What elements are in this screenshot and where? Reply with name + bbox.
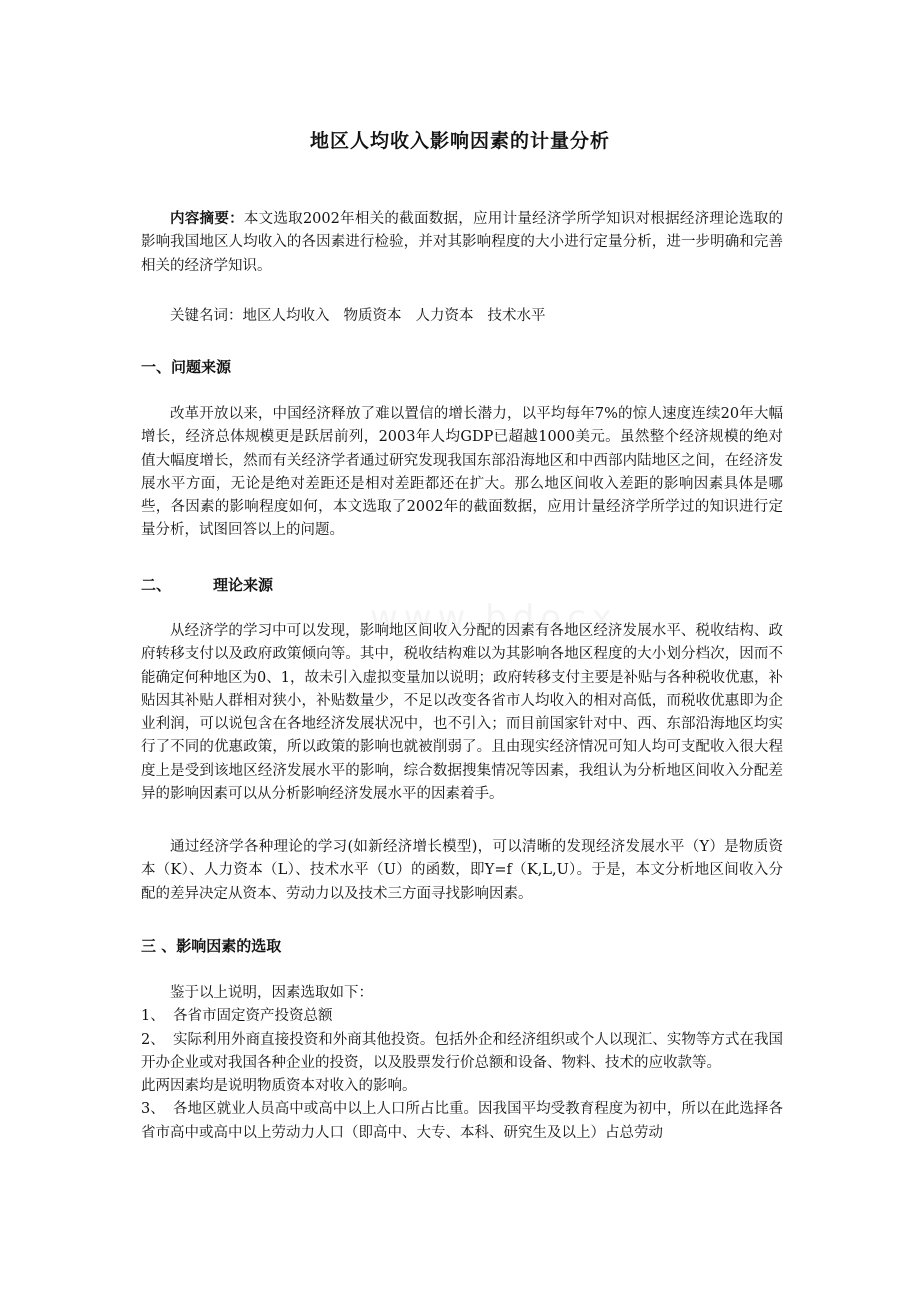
- list-item-text: 实际利用外商直接投资和外商其他投资。包括外企和经济组织或个人以现汇、实物等方式在我国开办企业或对我国各种企业的投资，以及股票发行价总额和设备、物料、技术的应收款等。: [141, 1031, 783, 1071]
- keywords-line: [141, 305, 783, 328]
- keyword-item: 地区人均收入: [242, 308, 330, 324]
- list-item-text: 各地区就业人员高中或高中以上人口所占比重。因我国平均受教育程度为初中，所以在此选择各省市高中或高中以上劳动力人口（即高中、大专、本科、研究生及以上）占总劳动: [141, 1101, 783, 1141]
- list-item: [141, 1098, 783, 1145]
- section2-heading-text: 理论来源: [213, 576, 274, 594]
- section3-body: [141, 982, 783, 1145]
- list-item-number: 2、: [141, 1031, 165, 1048]
- list-item-text: 各省市固定资产投资总额: [173, 1008, 333, 1025]
- list-item: [141, 1029, 783, 1076]
- section3-intro: 鉴于以上说明，因素选取如下：: [170, 985, 373, 1001]
- document-title: 地区人均收入影响因素的计量分析: [309, 130, 610, 152]
- section2-heading-number: 二、: [141, 576, 172, 594]
- list-item-number: 3、: [141, 1101, 165, 1118]
- keyword-item: 人力资本: [415, 308, 474, 324]
- section1-heading: 一、问题来源: [141, 358, 232, 376]
- section3-note: 此两因素均是说明物质资本对收入的影响。: [141, 1078, 417, 1095]
- keywords-label: 关键名词：: [170, 308, 243, 324]
- section2-heading: [141, 574, 273, 595]
- abstract-label: 内容摘要：: [170, 211, 244, 227]
- section3-heading: 三 、影响因素的选取: [141, 937, 282, 955]
- keyword-item: 技术水平: [487, 308, 546, 324]
- section2-paragraph-1: 从经济学的学习中可以发现，影响地区间收入分配的因素有各地区经济发展水平、税收结构、政府转移支付以及政府政策倾向等。其中，税收结构难以为其影响各地区程度的大小划分档次，因而不能确定何种地区为0、1，故未引入虚拟变量加以说明；政府转移支付主要是补贴与各种税收优惠，补贴因其补贴人群相对狭小，补贴数量少，不足以改变各省市人均收入的相对高低，而税收优惠即为企业利润，可以说包含在各地经济发展状况中，也不引入；而目前国家针对中、西、东部沿海地区均实行了不同的优惠政策，所以政策的影响也就被削弱了。且由现实经济情况可知人均可支配收入很大程度上是受到该地区经济发展水平的影响，综合数据搜集情况等因素，我组认为分析地区间收入分配差异的影响因素可以从分析影响经济发展水平的因素着手。: [141, 623, 783, 803]
- section2-paragraph-2: 通过经济学各种理论的学习(如新经济增长模型)，可以清晰的发现经济发展水平（Y）是物质资本（K）、人力资本（L）、技术水平（U）的函数，即Y=f（K,L,U）。于是，本文分析地区间收入分配的差异决定从资本、劳动力以及技术三方面寻找影响因素。: [141, 839, 783, 902]
- abstract-text: 本文选取2002年相关的截面数据，应用计量经济学所学知识对根据经济理论选取的影响我国地区人均收入的各因素进行检验，并对其影响程度的大小进行定量分析，进一步明确和完善相关的经济学知识。: [141, 211, 783, 274]
- list-item: [141, 1005, 783, 1028]
- keyword-item: 物质资本: [343, 308, 402, 324]
- list-item-number: 1、: [141, 1008, 165, 1025]
- abstract-paragraph: [141, 208, 783, 278]
- section1-paragraph: 改革开放以来，中国经济释放了难以置信的增长潜力，以平均每年7%的惊人速度连续20年大幅增长，经济总体规模更是跃居前列，2003年人均GDP已超越1000美元。虽然整个经济规模的绝对值大幅度增长，然而有关经济学者通过研究发现我国东部沿海地区和中西部内陆地区之间，在经济发展水平方面，无论是绝对差距还是相对差距都还在扩大。那么地区间收入差距的影响因素具体是哪些，各因素的影响程度如何，本文选取了2002年的截面数据，应用计量经济学所学过的知识进行定量分析，试图回答以上的问题。: [141, 406, 783, 539]
